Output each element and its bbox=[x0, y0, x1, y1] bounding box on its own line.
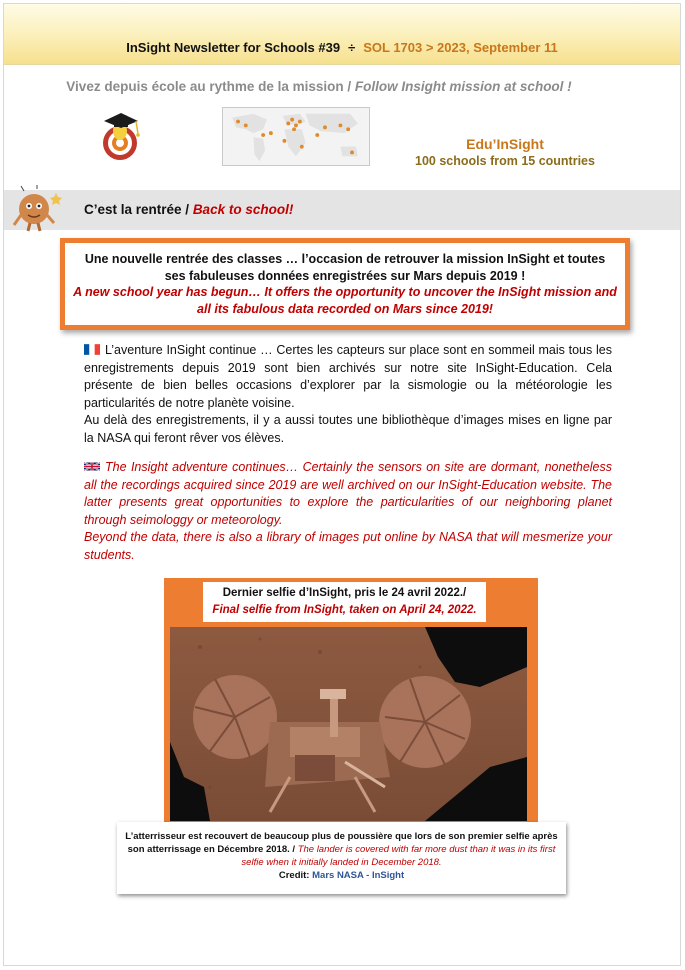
mars-mascot-icon bbox=[10, 185, 64, 233]
english-paragraph-1-text: The Insight adventure continues… Certainly the sensors on site are dormant, nonetheless all the recordings acquired since 2019 are well archived on our InSight-Education website. The latter presents great opportunities to explore the particularities of our neighboring planet through seimologgy or meteorology. bbox=[84, 460, 612, 527]
photo-caption bbox=[203, 582, 486, 622]
highlight-en: A new school year has begun… It offers the opportunity to uncover the InSight mission and all its fabulous data recorded on Mars since 2019! bbox=[73, 285, 617, 316]
highlight-inner bbox=[65, 243, 625, 325]
world-map-icon bbox=[222, 107, 370, 166]
edu-insight-title: Edu’InSight bbox=[466, 136, 544, 152]
subtitle-en: Follow Insight mission at school ! bbox=[354, 79, 572, 94]
edu-insight-school-count: 100 schools from 15 countries bbox=[415, 154, 595, 168]
highlight-box bbox=[60, 238, 630, 330]
header-band bbox=[4, 4, 680, 65]
newsletter-title: InSight Newsletter for Schools #39 bbox=[126, 40, 341, 55]
photo-note-en: The lander is covered with far more dust than it was in its first selfie when it initially landed in December 2018. bbox=[241, 844, 556, 868]
french-paragraphs bbox=[84, 342, 612, 447]
solar-panel-right bbox=[379, 676, 471, 768]
highlight-fr: Une nouvelle rentrée des classes … l’occasion de retrouver la mission InSight et toutes ses fabuleuses données enregistrées sur Mars depuis 2019 ! bbox=[84, 252, 606, 283]
section-title-fr: C’est la rentrée / bbox=[84, 202, 190, 217]
insight-selfie-image bbox=[170, 627, 527, 821]
photo-caption-fr: Dernier selfie d’InSight, pris le 24 avril 2022./ bbox=[222, 587, 467, 599]
section-title-en: Back to school! bbox=[192, 202, 294, 217]
subtitle-fr: Vivez depuis école au rythme de la mission / bbox=[66, 79, 352, 94]
credit-label: Credit: bbox=[278, 870, 310, 881]
credit-link[interactable]: Mars NASA - InSight bbox=[312, 870, 405, 881]
header-separator: ÷ bbox=[348, 40, 356, 55]
sol-date: SOL 1703 > 2023, September 11 bbox=[363, 40, 558, 55]
france-flag-icon bbox=[84, 344, 100, 355]
french-paragraph-1 bbox=[84, 342, 612, 412]
photo-note bbox=[117, 822, 566, 894]
subtitle bbox=[0, 79, 638, 94]
photo-note-fr: L’atterrisseur est recouvert de beaucoup plus de poussière que lors de son premier selfie après son atterrissage en Décembre 2018. / bbox=[125, 831, 558, 855]
french-paragraph-2: Au delà des enregistrements, il y a aussi toutes une bibliothèque d’images mises en ligne par la NASA qui feront rêver vos élèves. bbox=[84, 413, 612, 445]
uk-flag-icon bbox=[84, 461, 100, 472]
english-paragraph-1 bbox=[84, 459, 612, 529]
section-title bbox=[84, 202, 293, 217]
english-paragraphs bbox=[84, 459, 612, 564]
photo-caption-en: Final selfie from InSight, taken on April 24, 2022. bbox=[212, 604, 477, 616]
header-line bbox=[4, 40, 680, 55]
edu-insight-logo-icon bbox=[98, 108, 144, 163]
english-paragraph-2: Beyond the data, there is also a library of images put online by NASA that will mesmerize your students. bbox=[84, 530, 612, 562]
solar-panel-left bbox=[193, 675, 277, 759]
french-paragraph-1-text: L’aventure InSight continue … Certes les capteurs sur place sont en sommeil mais tous les enregistrements depuis 2019 sont bien archivés sur notre site InSight-Education. Cela présente de bien belles occasions d’explorer par la sismologie ou la météorologie les particularités de notre planète voisine. bbox=[84, 343, 612, 410]
